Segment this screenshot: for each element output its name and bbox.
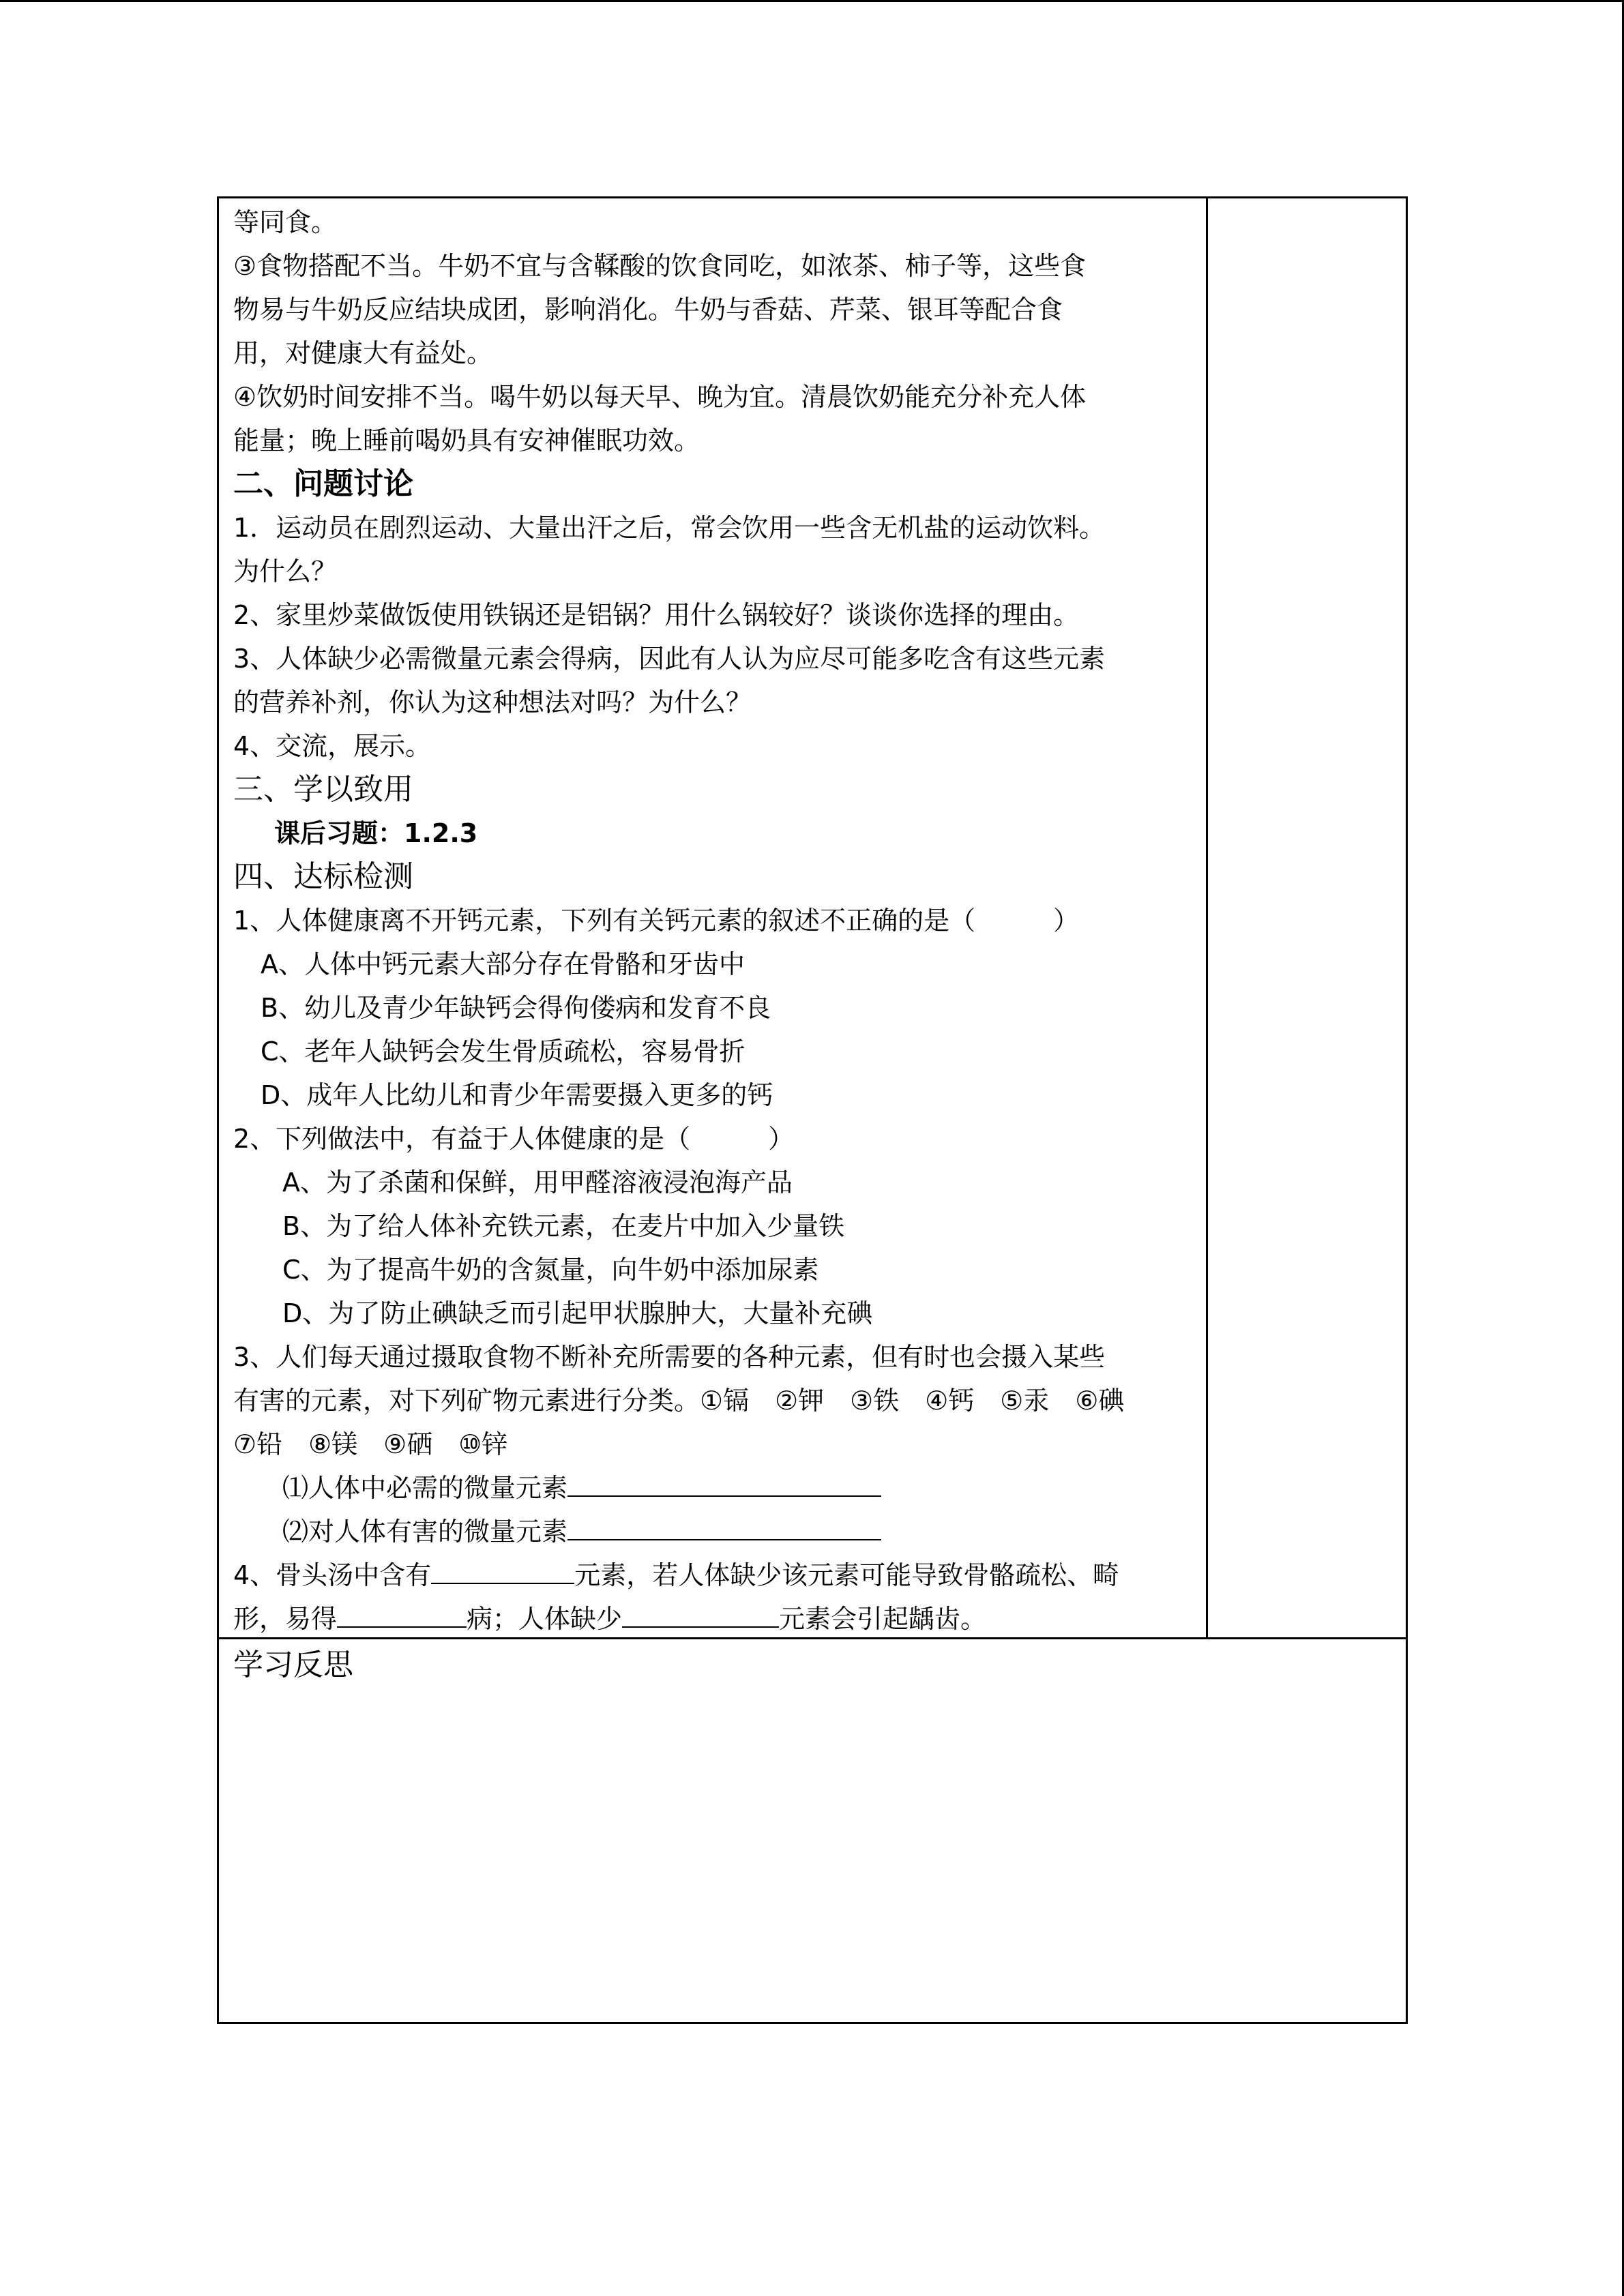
question-text: 2、下列做法中，有益于人体健康的是（ ） xyxy=(233,1124,795,1154)
text-line: 能量；晚上睡前喝奶具有安神催眠功效。 xyxy=(233,426,700,456)
fill-label: 元素会引起龋齿。 xyxy=(779,1604,987,1634)
fill-label: 4、骨头汤中含有 xyxy=(233,1560,432,1590)
fill-label: ⑵对人体有害的微量元素 xyxy=(282,1517,568,1547)
reflection-title: 学习反思 xyxy=(233,1648,353,1682)
homework-text: 课后习题：1.2.3 xyxy=(274,818,478,848)
question-text: 2、家里炒菜做饭使用铁锅还是铝锅？用什么锅较好？谈谈你选择的理由。 xyxy=(233,600,1080,630)
text-line: 用，对健康大有益处。 xyxy=(233,338,493,368)
fill-line xyxy=(233,1510,1195,1553)
fill-label: ⑴人体中必需的微量元素 xyxy=(282,1473,568,1503)
fill-line xyxy=(233,1597,1195,1641)
section-title-discussion: 二、问题讨论 xyxy=(233,466,413,501)
question-text: 有害的元素，对下列矿物元素进行分类。①镉 ②钾 ③铁 ④钙 ⑤汞 ⑥碘 xyxy=(233,1386,1125,1416)
fill-line xyxy=(233,1553,1195,1597)
question-text: 为什么？ xyxy=(233,556,338,586)
question-text: ⑦铅 ⑧镁 ⑨硒 ⑩锌 xyxy=(233,1429,508,1459)
page-top-border xyxy=(0,0,1624,2)
option-text: D、成年人比幼儿和青少年需要摄入更多的钙 xyxy=(261,1080,773,1110)
answer-blank[interactable] xyxy=(622,1599,779,1628)
answer-blank[interactable] xyxy=(567,1512,881,1540)
question-text: 3、人们每天通过摄取食物不断补充所需要的各种元素，但有时也会摄入某些 xyxy=(233,1342,1106,1372)
text-line: 等同食。 xyxy=(233,207,338,237)
section-title-test: 四、达标检测 xyxy=(233,859,413,894)
question-text: 4、交流，展示。 xyxy=(233,731,432,761)
question-text: 3、人体缺少必需微量元素会得病，因此有人认为应尽可能多吃含有这些元素 xyxy=(233,644,1106,674)
option-text: C、为了提高牛奶的含氮量，向牛奶中添加尿素 xyxy=(282,1255,819,1285)
fill-label: 元素，若人体缺少该元素可能导致骨骼疏松、畸 xyxy=(574,1560,1119,1590)
question-text: 的营养补剂，你认为这种想法对吗？为什么？ xyxy=(233,687,752,717)
text-line: ③食物搭配不当。牛奶不宜与含鞣酸的饮食同吃，如浓茶、柿子等，这些食 xyxy=(233,251,1087,281)
text-line: 物易与牛奶反应结块成团，影响消化。牛奶与香菇、芹菜、银耳等配合食 xyxy=(233,295,1063,325)
fill-label: 病；人体缺少 xyxy=(467,1604,623,1634)
section-title-application: 三、学以致用 xyxy=(233,772,413,807)
answer-blank[interactable] xyxy=(567,1468,881,1497)
option-text: A、为了杀菌和保鲜，用甲醛溶液浸泡海产品 xyxy=(282,1167,793,1197)
question-text: 1、人体健康离不开钙元素，下列有关钙元素的叙述不正确的是（ ） xyxy=(233,906,1080,936)
option-text: B、幼儿及青少年缺钙会得佝偻病和发育不良 xyxy=(261,993,771,1023)
fill-line xyxy=(233,1466,1195,1510)
question-text: 1．运动员在剧烈运动、大量出汗之后，常会饮用一些含无机盐的运动饮料。 xyxy=(233,513,1106,543)
fill-label: 形，易得 xyxy=(233,1604,338,1634)
option-text: D、为了防止碘缺乏而引起甲状腺肿大，大量补充碘 xyxy=(282,1298,873,1328)
column-divider xyxy=(1206,196,1208,1639)
option-text: B、为了给人体补充铁元素，在麦片中加入少量铁 xyxy=(282,1211,845,1241)
text-line: ④饮奶时间安排不当。喝牛奶以每天早、晚为宜。清晨饮奶能充分补充人体 xyxy=(233,382,1087,412)
main-content xyxy=(233,200,1195,1641)
answer-blank[interactable] xyxy=(337,1599,467,1628)
option-text: C、老年人缺钙会发生骨质疏松，容易骨折 xyxy=(261,1037,745,1067)
answer-blank[interactable] xyxy=(431,1555,574,1584)
option-text: A、人体中钙元素大部分存在骨骼和牙齿中 xyxy=(261,949,745,979)
